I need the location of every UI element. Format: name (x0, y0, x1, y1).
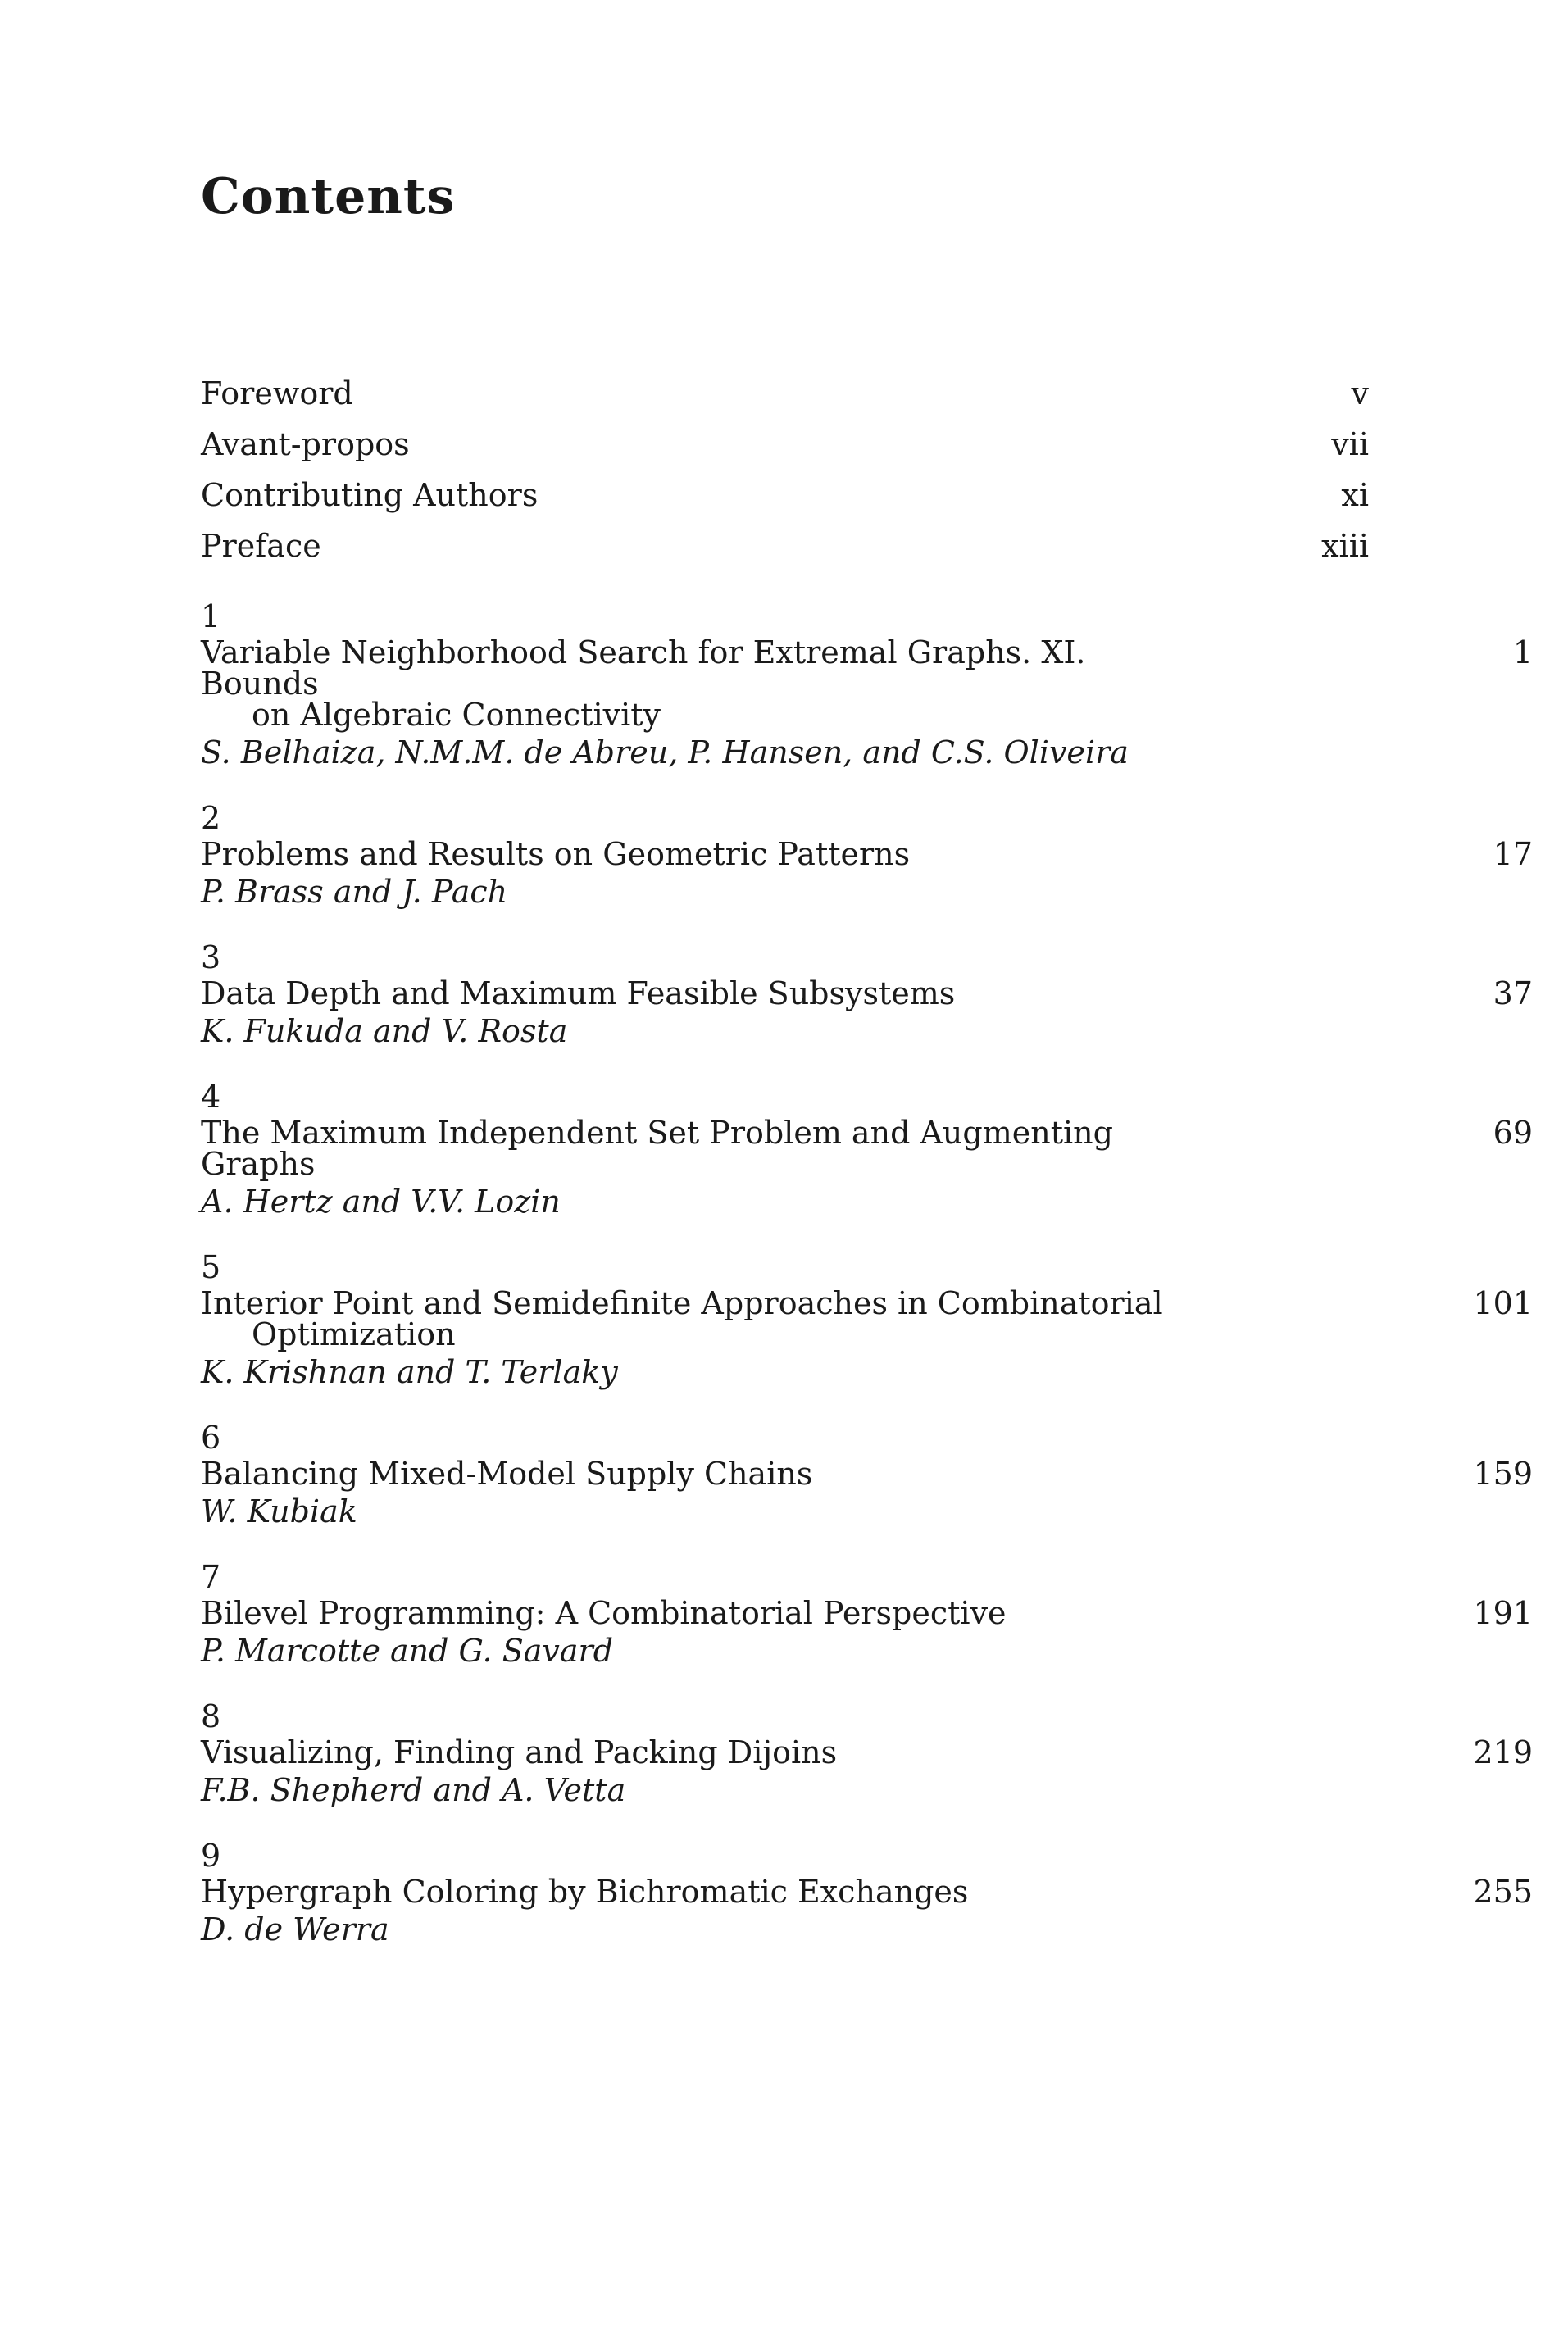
entry-page-number: xi (1341, 477, 1369, 513)
chapter-authors: P. Marcotte and G. Savard (201, 1633, 614, 1669)
chapter-number: 8 (201, 1698, 221, 1734)
entry-title: Contributing Authors (201, 477, 539, 513)
chapter-number: 2 (201, 800, 221, 836)
chapter-number: 6 (201, 1420, 221, 1456)
entry-page-number: v (1351, 375, 1369, 411)
toc-chapter-2[interactable] (201, 798, 1533, 912)
chapter-title: The Maximum Independent Set Problem and Augmenting Graphs (201, 1115, 1113, 1182)
chapter-number: 3 (201, 939, 221, 975)
chapter-title: Balancing Mixed-Model Supply Chains (201, 1456, 813, 1492)
toc-chapter-4[interactable] (201, 1076, 1533, 1222)
toc-chapter-3[interactable] (201, 937, 1533, 1052)
toc-chapter-7[interactable] (201, 1557, 1533, 1671)
chapter-page-number: 219 (1473, 1734, 1533, 1770)
toc-chapter-8[interactable] (201, 1696, 1533, 1811)
chapter-page-number: 191 (1473, 1595, 1533, 1631)
chapter-page-number: 37 (1493, 975, 1533, 1011)
chapter-page-number: 69 (1493, 1115, 1533, 1151)
chapter-title: Data Depth and Maximum Feasible Subsystems (201, 975, 956, 1011)
chapter-title-line-2: Optimization (252, 1316, 456, 1352)
chapter-authors: S. Belhaiza, N.M.M. de Abreu, P. Hansen, and C.S. Oliveira (201, 734, 1129, 770)
toc-entry-avant-propos[interactable] (201, 424, 1369, 475)
chapter-title-line-2: on Algebraic Connectivity (252, 697, 661, 733)
chapter-authors: K. Fukuda and V. Rosta (201, 1013, 568, 1049)
chapter-page-number: 17 (1493, 836, 1533, 872)
chapter-title: Bilevel Programming: A Combinatorial Perspective (201, 1595, 1007, 1631)
chapter-title (201, 1285, 1205, 1352)
chapter-number: 9 (201, 1838, 221, 1874)
toc-entry-preface[interactable] (201, 525, 1369, 576)
chapter-authors: K. Krishnan and T. Terlaky (201, 1354, 618, 1390)
chapter-number: 1 (201, 598, 221, 634)
chapter-page-number: 101 (1473, 1285, 1533, 1321)
chapter-number: 4 (201, 1079, 221, 1115)
chapter-title: Visualizing, Finding and Packing Dijoins (201, 1734, 838, 1770)
chapter-authors: D. de Werra (201, 1911, 389, 1947)
toc-entry-foreword[interactable] (201, 373, 1369, 424)
chapter-title: Hypergraph Coloring by Bichromatic Exchanges (201, 1874, 969, 1910)
chapter-authors: W. Kubiak (201, 1493, 357, 1529)
chapter-authors: P. Brass and J. Pach (201, 874, 508, 910)
chapter-title-line-1: Interior Point and Semidefinite Approaches in Combinatorial (201, 1285, 1163, 1321)
chapter-page-number: 1 (1512, 634, 1533, 670)
entry-title: Preface (201, 528, 321, 564)
chapter-number: 5 (201, 1249, 221, 1285)
chapter-title (201, 634, 1205, 733)
toc-chapter-1[interactable] (201, 596, 1533, 773)
page-title: Contents (201, 168, 456, 225)
chapter-title: Problems and Results on Geometric Patterns (201, 836, 911, 872)
entry-title: Avant-propos (201, 426, 410, 462)
entry-page-number: xiii (1321, 528, 1369, 564)
chapter-page-number: 255 (1473, 1874, 1533, 1910)
chapter-title-line-1: Variable Neighborhood Search for Extremal Graphs. XI. Bounds (201, 634, 1086, 702)
chapter-authors: A. Hertz and V.V. Lozin (201, 1184, 561, 1220)
toc-chapter-6[interactable] (201, 1417, 1533, 1532)
chapter-page-number: 159 (1473, 1456, 1533, 1492)
table-of-contents (201, 373, 1533, 1950)
chapter-authors: F.B. Shepherd and A. Vetta (201, 1772, 626, 1808)
toc-entry-contributing-authors[interactable] (201, 475, 1369, 525)
entry-page-number: vii (1331, 426, 1369, 462)
toc-chapter-9[interactable] (201, 1835, 1533, 1950)
chapter-number: 7 (201, 1559, 221, 1595)
entry-title: Foreword (201, 375, 353, 411)
toc-chapter-5[interactable] (201, 1247, 1533, 1393)
